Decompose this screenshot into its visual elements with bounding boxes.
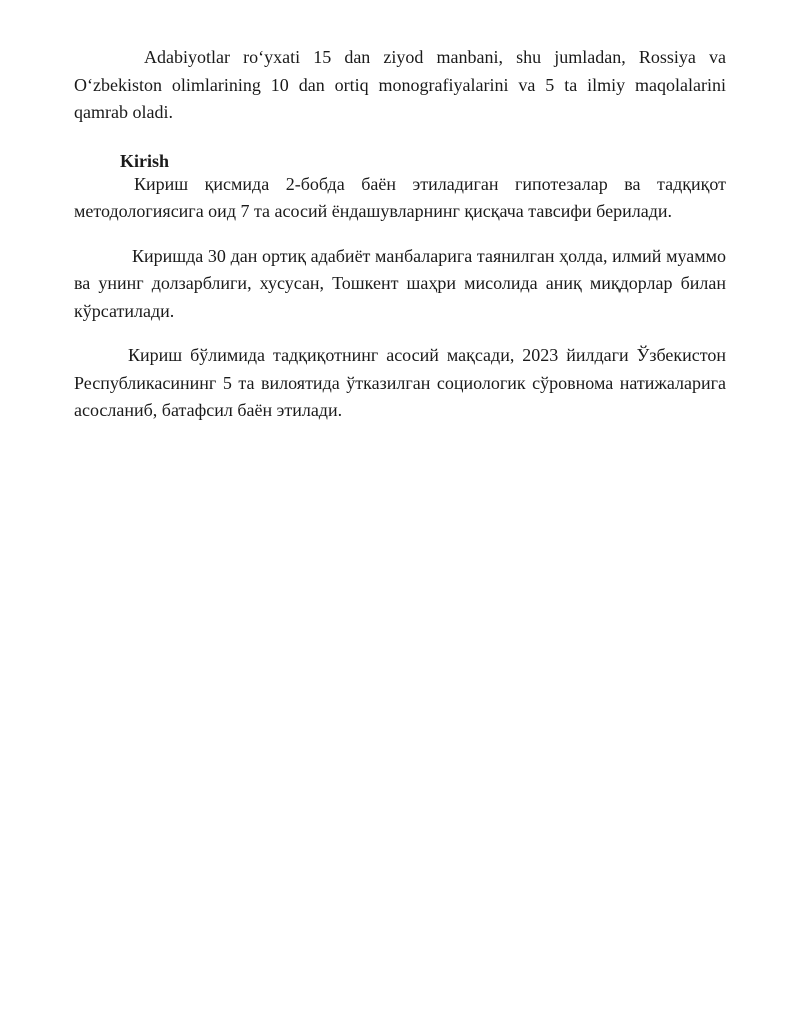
intro-paragraph-2: Киришда 30 дан ортиқ адабиёт манбаларига таянилган ҳолда, илмий муаммо ва унинг долзарблиги, хусусан, Тошкент шаҳри мисолида аниқ миқдорлар билан кўрсатилади. (74, 245, 726, 321)
intro-paragraph-1: Кириш қисмида 2-бобда баён этиладиган гипотезалар ва тадқиқот методологиясига оид 7 та асосий ёндашувларнинг қисқача тавсифи берилади. (74, 173, 726, 221)
section-heading-kirish: Kirish (120, 150, 170, 171)
intro-paragraph-3: Кириш бўлимида тадқиқотнинг асосий мақсади, 2023 йилдаги Ўзбекистон Республикасининг 5 та вилоятида ўтказилган социологик сўровнома натижаларига асосланиб, батафсил баён этилади. (74, 345, 726, 420)
document-body (74, 44, 726, 425)
literature-paragraph: Adabiyotlar ro‘yxati 15 dan ziyod manbani, shu jumladan, Rossiya va O‘zbekiston olimlarining 10 dan ortiq monografiyalarini va 5 ta ilmiy maqolalarini qamrab oladi. (74, 47, 726, 122)
